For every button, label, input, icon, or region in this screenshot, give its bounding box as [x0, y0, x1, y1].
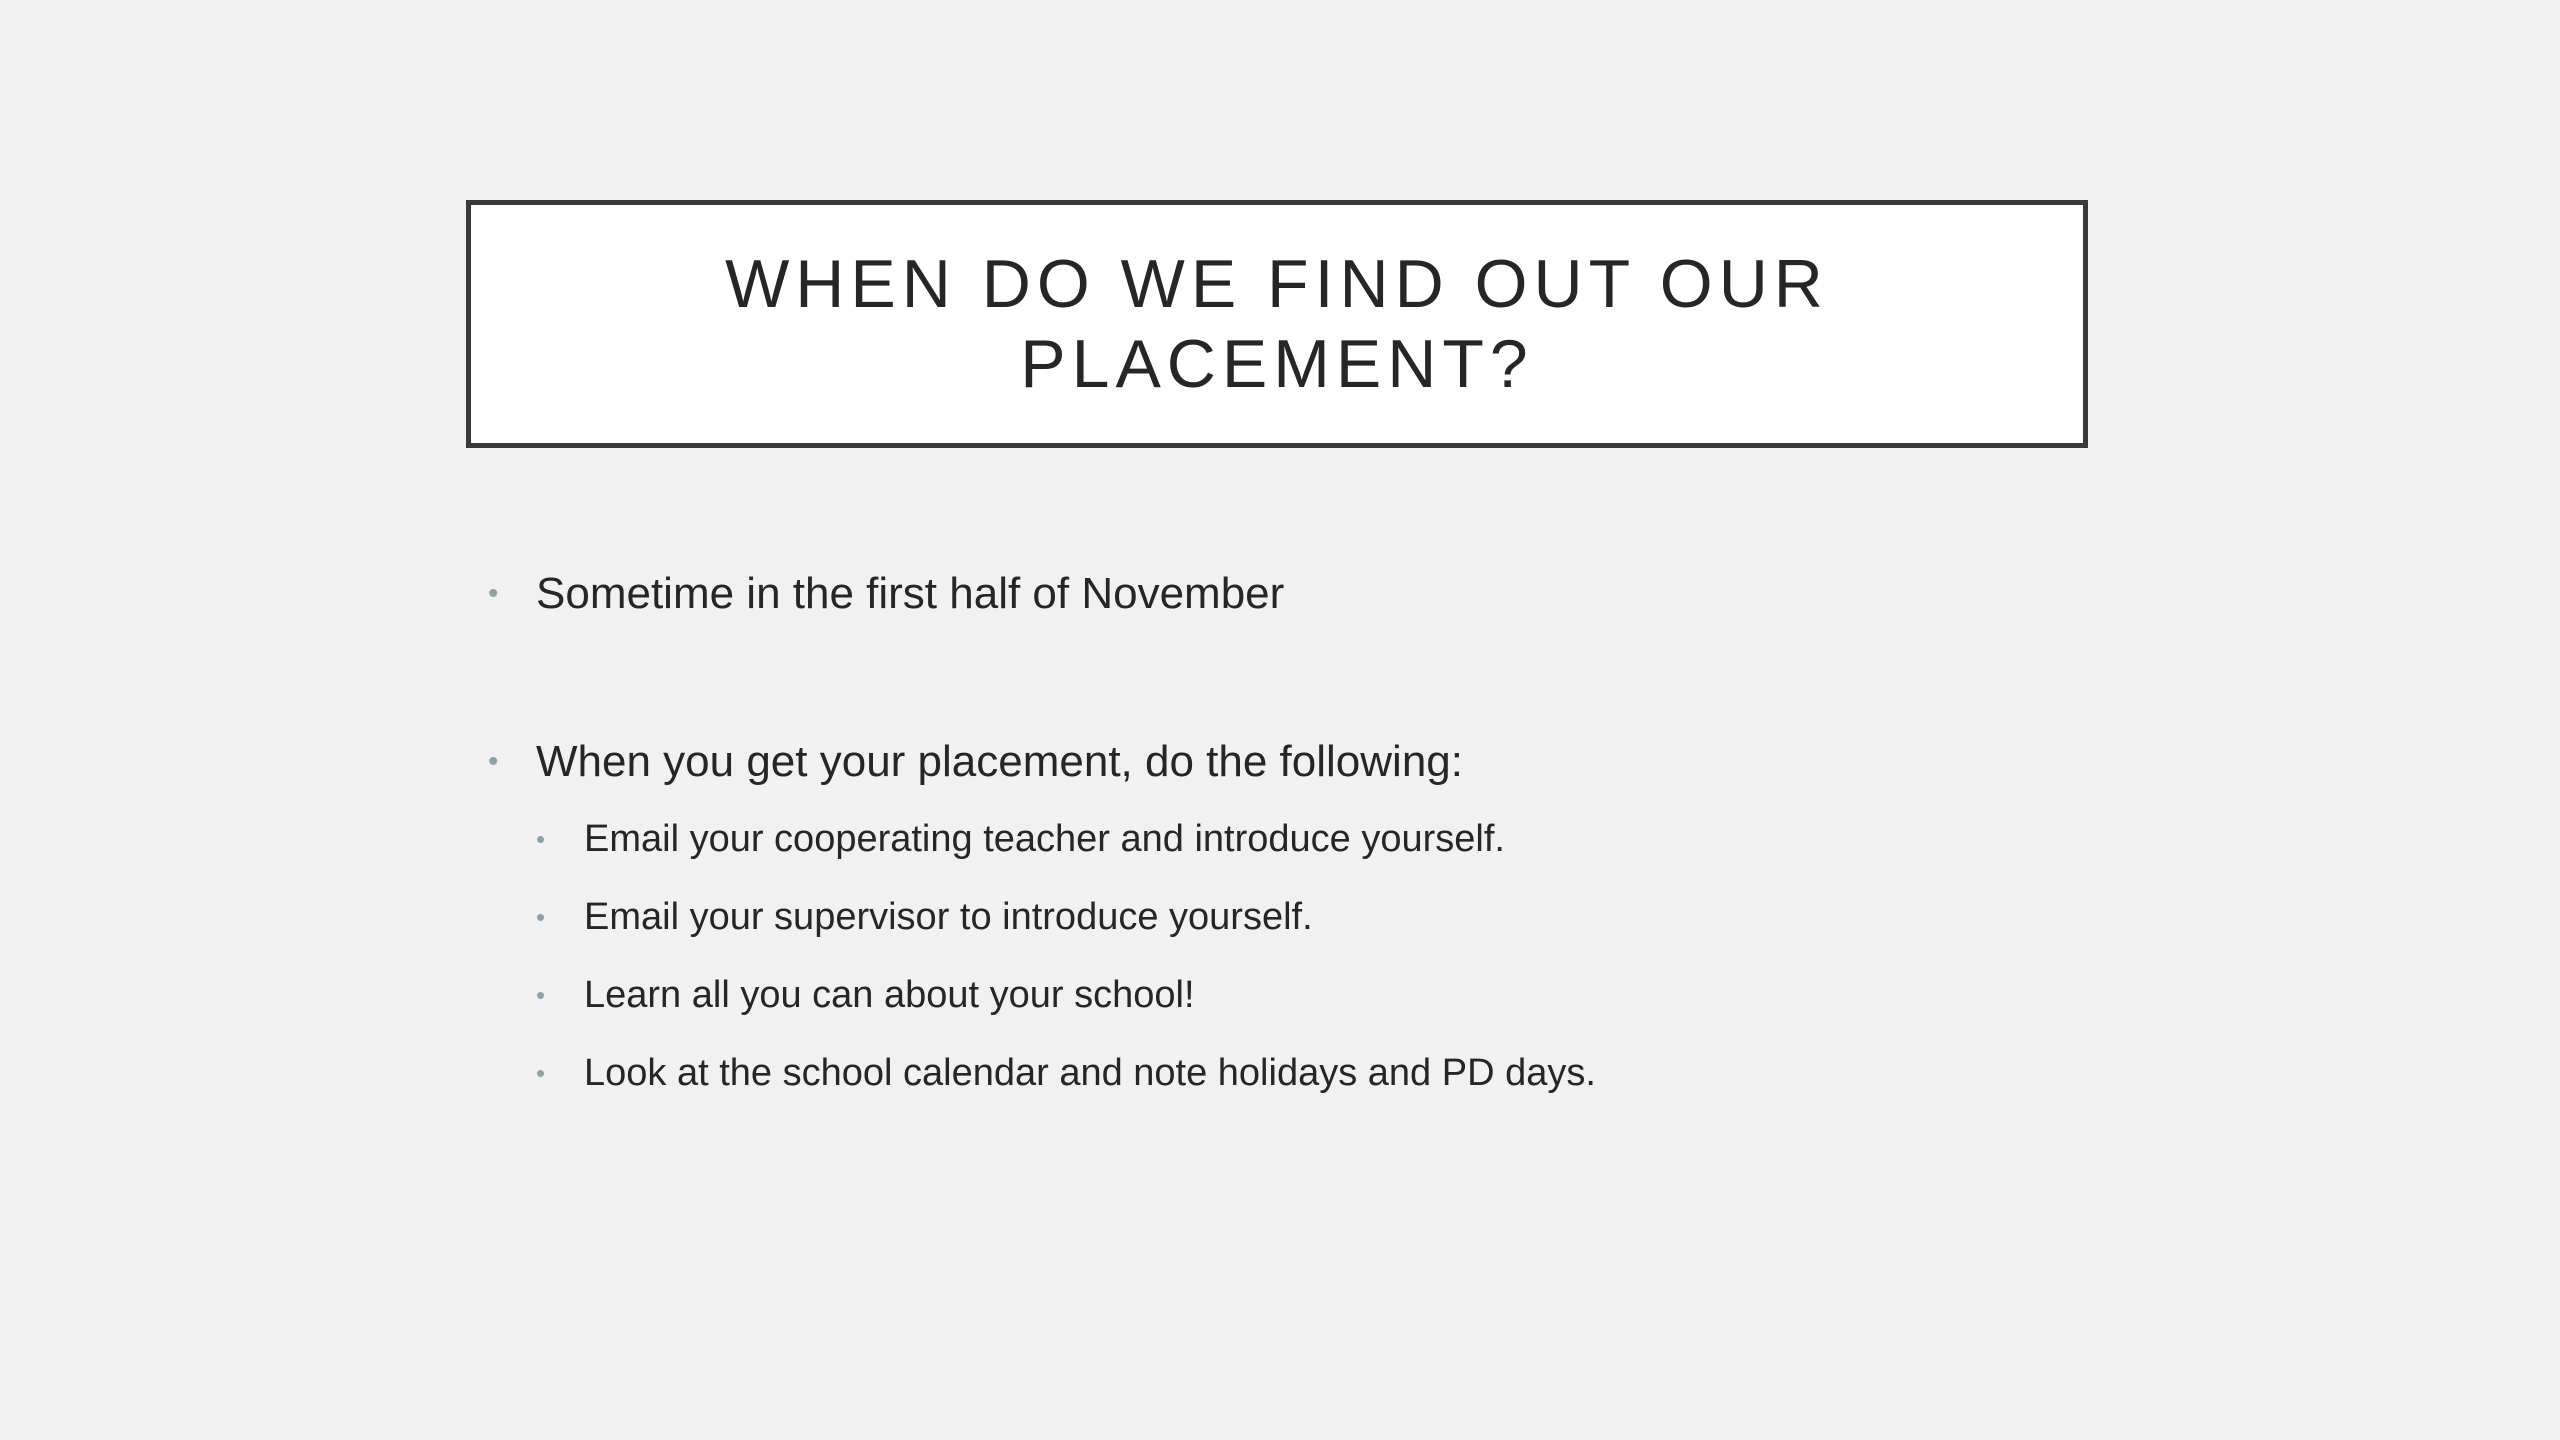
- sub-bullet-text: Look at the school calendar and note holidays and PD days.: [584, 1052, 1596, 1094]
- bullet-text: When you get your placement, do the following:: [536, 737, 1463, 786]
- sub-bullet-item: [482, 878, 2082, 956]
- bullet-dot: •: [488, 577, 499, 610]
- slide-content: [482, 556, 2082, 1112]
- sub-bullet-list: [482, 800, 2082, 1112]
- sub-bullet-text: Email your supervisor to introduce yourself.: [584, 896, 1313, 938]
- title-box: [466, 200, 2088, 448]
- slide-title: WHEN DO WE FIND OUT OUR PLACEMENT?: [725, 246, 1829, 402]
- bullet-dot: •: [536, 1058, 546, 1088]
- sub-bullet-text: Email your cooperating teacher and introduce yourself.: [584, 818, 1505, 860]
- sub-bullet-item: [482, 800, 2082, 878]
- bullet-dot: •: [536, 980, 546, 1010]
- sub-bullet-item: [482, 956, 2082, 1034]
- bullet-item: [482, 724, 2082, 800]
- bullet-dot: •: [536, 902, 546, 932]
- sub-bullet-text: Learn all you can about your school!: [584, 974, 1195, 1016]
- bullet-item: [482, 556, 2082, 632]
- bullet-dot: •: [536, 824, 546, 854]
- sub-bullet-item: [482, 1034, 2082, 1112]
- bullet-list: [482, 556, 2082, 800]
- bullet-dot: •: [488, 745, 499, 778]
- bullet-text: Sometime in the first half of November: [536, 569, 1285, 618]
